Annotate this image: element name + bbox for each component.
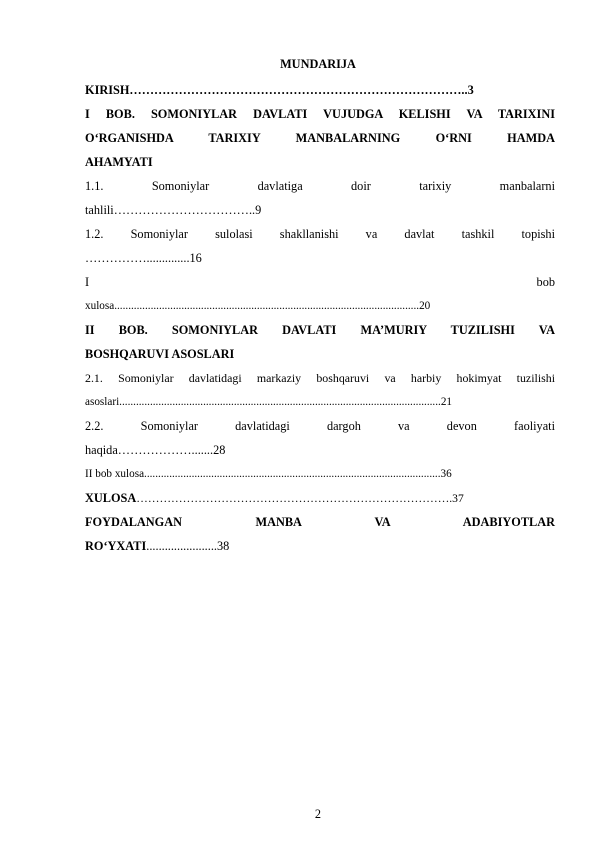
toc-bibliography-line-1: FOYDALANGAN MANBA VA ADABIYOTLAR [85,515,555,529]
toc-section-2-1-line-1: 2.1. Somoniylar davlatidagi markaziy boshqaruvi va harbiy hokimyat tuzilishi [85,371,555,385]
toc-section-1-2-line-2: ……………..............16 [85,251,202,265]
page-number: 2 [314,807,322,821]
toc-section-2-1-line-2: asoslari...................................................................................................................21 [85,396,453,408]
toc-chapter-1-conclusion-line-1: I bob [85,275,555,289]
toc-section-1-1-line-1: 1.1. Somoniylar davlatiga doir tarixiy manbalarni [85,179,555,193]
toc-chapter-2-line-2: BOSHQARUVI ASOSLARI [85,347,235,361]
toc-section-2-2-line-1: 2.2. Somoniylar davlatidagi dargoh va devon faoliyati [85,419,555,433]
toc-conclusion-label: XULOSA [85,491,137,505]
toc-chapter-1-conclusion-line-2: xulosa.............................................................................................................20 [85,300,431,312]
toc-section-2-2-line-2: haqida……………….......28 [85,443,226,457]
toc-chapter-2-line-1: II BOB. SOMONIYLAR DAVLATI MA’MURIY TUZILISHI VA [85,323,555,337]
toc-chapter-1-line-3: AHAMYATI [85,155,153,169]
toc-bibliography-leader: .......................38 [146,539,230,553]
toc-bibliography-line-2 [85,538,555,554]
toc-entry-conclusion [85,490,555,507]
toc-chapter-1-line-2: O‘RGANISHDA TARIXIY MANBALARNING O‘RNI HAMDA [85,131,555,145]
toc-entry-introduction: KIRISH………………………………………………………………………..3 [85,83,474,97]
toc-chapter-2-conclusion: II bob xulosa..........................................................................................................36 [85,468,452,480]
toc-section-1-1-line-2: tahlili……………………………..9 [85,203,262,217]
toc-chapter-1-line-1: I BOB. SOMONIYLAR DAVLATI VUJUDGA KELISHI VA TARIXINI [85,107,555,121]
toc-bibliography-label: RO‘YXATI [85,539,147,553]
toc-conclusion-leader: ……………………………………………………………………….37 [136,492,464,505]
toc-section-1-2-line-1: 1.2. Somoniylar sulolasi shakllanishi va davlat tashkil topishi [85,227,555,241]
toc-title: MUNDARIJA [280,57,356,71]
